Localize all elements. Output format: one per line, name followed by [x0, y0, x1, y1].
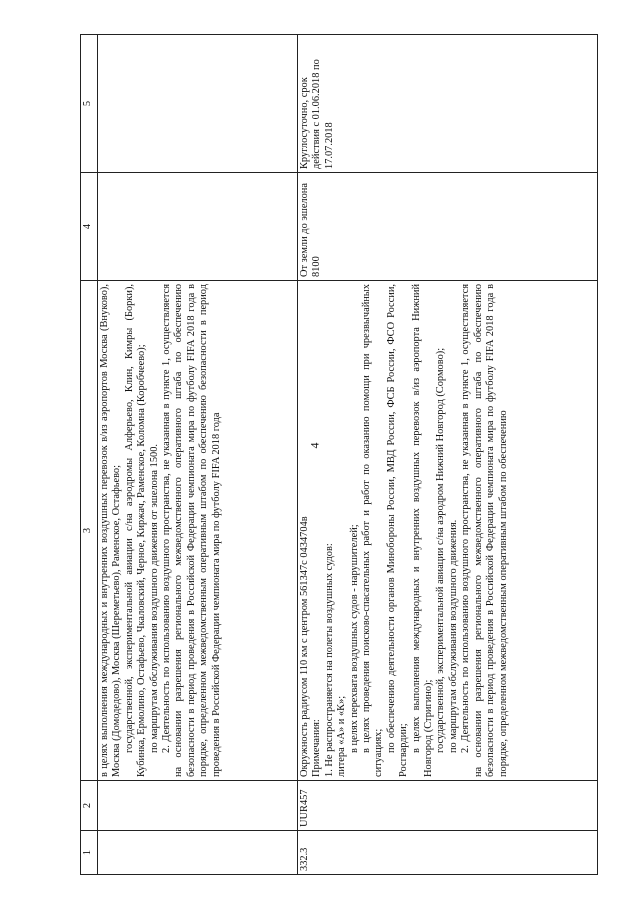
- row-paragraph: в целях выполнения международных и внутренних воздушных перевозок в/из аэропорта Нижний Новгород (Стригино);: [410, 284, 435, 777]
- column-number-row: [81, 35, 98, 875]
- row-paragraph: по обеспечению деятельности органов Минобороны России, МВД России, ФСБ России, ФСО России, Росгвардии;: [385, 284, 410, 777]
- page-number: 4: [307, 442, 322, 449]
- cell-time-validity: Круглосуточно, срок действия с 01.06.2018 по 17.07.2018: [298, 35, 598, 173]
- column-header-5: 5: [81, 35, 98, 173]
- rotated-table-container: [80, 35, 600, 875]
- table-row-continuation: [98, 35, 298, 875]
- cell-zone-code: UUR457: [298, 781, 598, 831]
- continuation-paragraph: государственной, экспериментальной авиации с/на аэродромы Алферьево, Клин, Кимры (Борки), Кубинка, Ермолино, Остафьево, Чкаловский, Черное, Киржач, Раменское, Коломна (Коробчеево);: [123, 284, 148, 777]
- cell-code-empty: [98, 781, 298, 831]
- row-paragraph: в целях перехвата воздушных судов - нарушителей;: [348, 524, 360, 753]
- column-header-1: 1: [81, 831, 98, 875]
- row-paragraph: по маршрутам обслуживания воздушного движения.: [447, 519, 459, 753]
- cell-row-number: 332.3: [298, 831, 598, 875]
- continuation-paragraph: в целях выполнения международных и внутренних воздушных перевозок в/из аэропортов Москва (Внуково), Москва (Домодедово), Москва (Шереметьево), Раменское, Остафьево;: [99, 284, 123, 777]
- row-paragraph: в целях проведения поисково-спасательных работ и работ по оказанию помощи при чрезвычайных ситуациях;: [361, 284, 385, 777]
- cell-time-empty: [98, 35, 298, 173]
- row-paragraph: 1. Не распространяется на полеты воздушных судов:: [323, 543, 335, 777]
- row-paragraph: литера «А» и «К»;: [336, 695, 348, 777]
- column-header-3: 3: [81, 281, 98, 781]
- airspace-table: [80, 34, 598, 875]
- cell-description: [98, 281, 298, 781]
- row-paragraph: Примечания:: [311, 719, 323, 777]
- cell-altitude-empty: [98, 173, 298, 281]
- table-row-uur457: [298, 35, 598, 875]
- cell-num-empty: [98, 831, 298, 875]
- row-paragraph: Окружность радиусом 110 км с центром 561347с 0434704в: [299, 516, 310, 777]
- column-header-4: 4: [81, 173, 98, 281]
- cell-description: [298, 281, 598, 781]
- column-header-2: 2: [81, 781, 98, 831]
- cell-altitude-range: От земли до эшелона 8100: [298, 173, 598, 281]
- row-paragraph: 2. Деятельность по использованию воздушного пространства, не указанная в пункте 1, осуществляется на основании разрешения регионального межведомственного оперативного штаба по обеспечению безопасности в период проведения в Российской Федерации чемпионата мира по футболу FIFA 2018 года в порядке, определенном межведомственным оперативным штабом по обеспечению: [460, 284, 509, 777]
- continuation-paragraph: 2. Деятельность по использованию воздушного пространства, не указанная в пункте 1, осуществляется на основании разрешения регионального межведомственного оперативного штаба по обеспечению безопасности в период проведения в Российской Федерации чемпионата мира по футболу FIFA 2018 года в порядке, определенном межведомственным оперативным штабом по обеспечению безопасности в период проведения в Российской Федерации чемпионата мира по футболу FIFA 2018 года: [161, 284, 222, 777]
- continuation-paragraph: по маршрутам обслуживания воздушного движения от эшелона 1500.: [148, 443, 160, 753]
- row-paragraph: государственной, экспериментальной авиации с/на аэродром Нижний Новгород (Сормово);: [435, 347, 447, 753]
